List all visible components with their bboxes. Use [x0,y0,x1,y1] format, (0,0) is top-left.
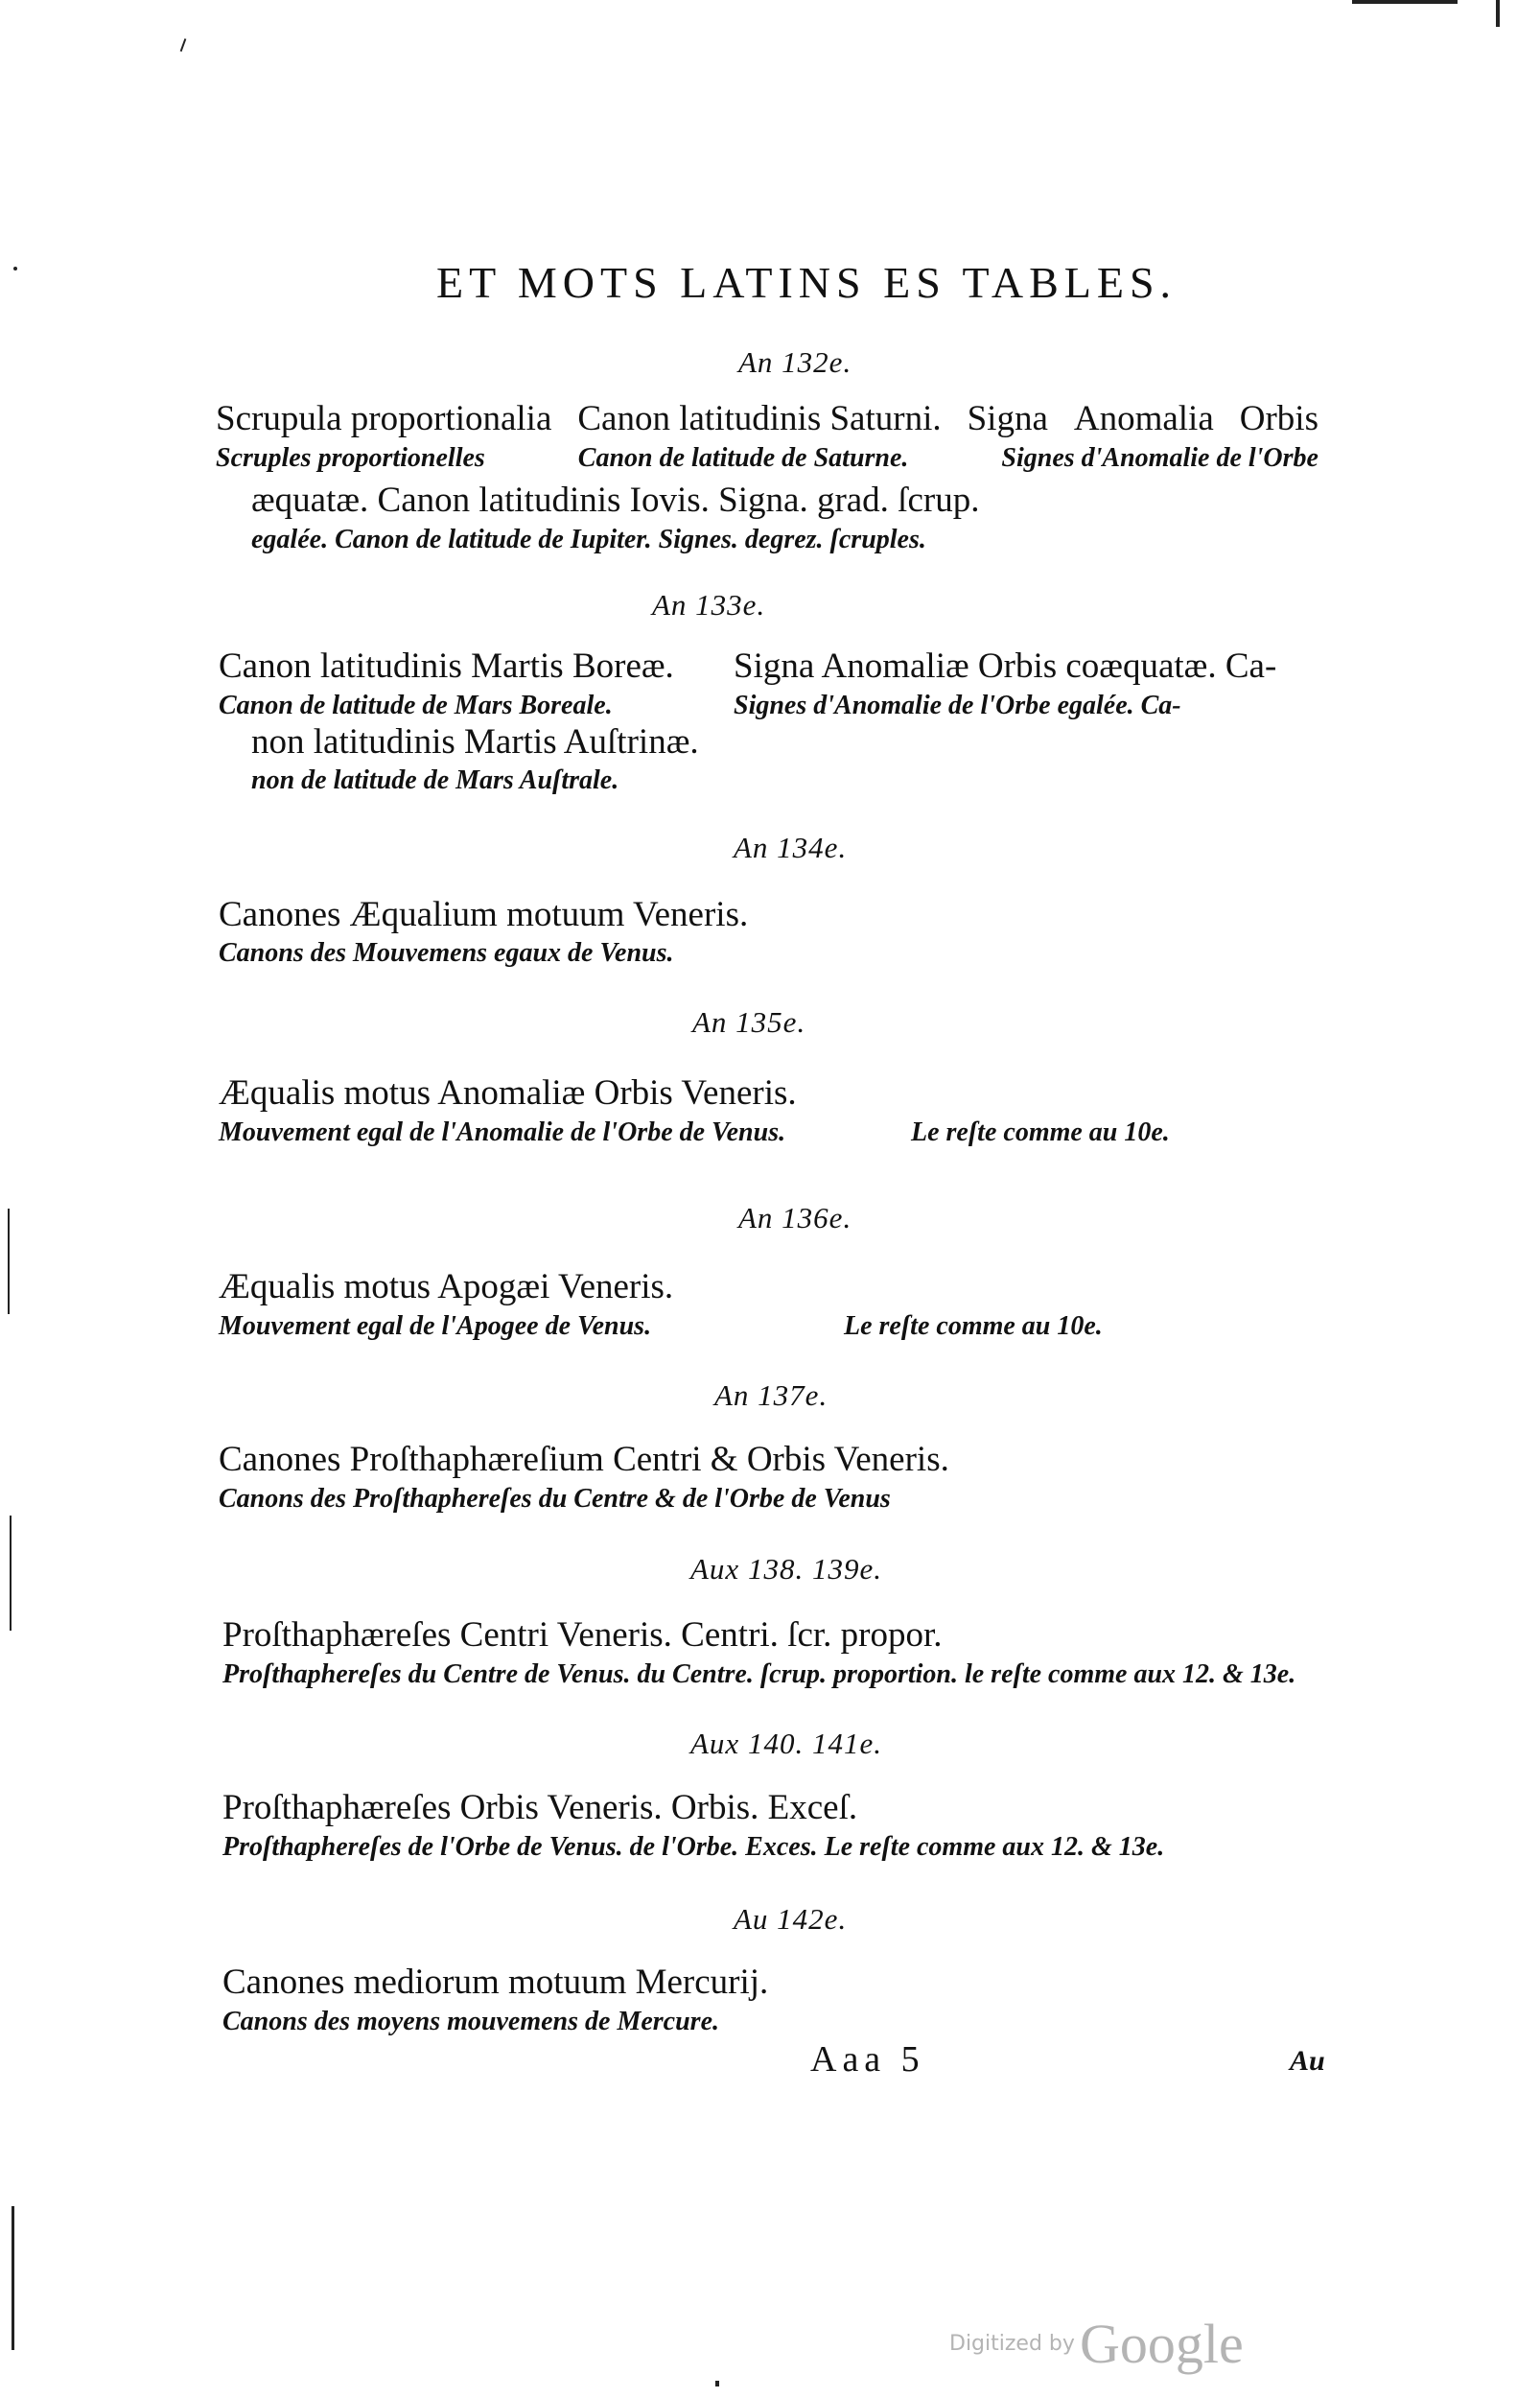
section-heading: An 132e. [738,345,852,379]
google-logo: Google [1080,2313,1244,2375]
section-heading: An 133e. [652,588,766,622]
french-line: Proſthaphereſes du Centre de Venus. du Centre. ſcrup. proportion. le reſte comme aux 12. & 13e. [222,1659,1296,1689]
scan-artifact [180,38,187,52]
french-line: Canons des Mouvemens egaux de Venus. [219,938,674,968]
scan-artifact [715,2381,719,2386]
latin-line: Canones mediorum motuum Mercurij. [222,1963,769,2002]
scan-artifact [1352,0,1458,4]
catchword: Au [1290,2045,1325,2077]
section-heading: An 135e. [692,1005,806,1039]
scan-artifact [8,1209,10,1314]
latin-term: Scrupula proportionalia [216,399,552,438]
see-note: Le reſte comme au 10e. [911,1117,1170,1147]
french-line: Canon de latitude de Mars Boreale. [219,691,613,720]
section-heading: Aux 138. 139e. [690,1552,882,1586]
french-term: Canon de latitude de Saturne. [577,443,909,473]
scan-artifact [10,1516,12,1631]
latin-term: Anomalia [1073,399,1214,438]
latin-line: Canon latitudinis Martis Boreæ. [219,647,674,686]
section-heading: An 136e. [738,1201,852,1234]
latin-term: Orbis [1239,399,1318,438]
french-line: Mouvement egal de l'Anomalie de l'Orbe de Venus. [219,1117,786,1147]
french-line: Proſthaphereſes de l'Orbe de Venus. de l'Orbe. Exces. Le reſte comme aux 12. & 13e. [222,1832,1165,1862]
french-line: Mouvement egal de l'Apogee de Venus. [219,1311,652,1341]
digitized-watermark [949,2312,1244,2376]
latin-line: Canones Proſthaphæreſium Centri & Orbis Veneris. [219,1440,949,1479]
latin-line [216,398,1318,439]
french-line: Canons des moyens mouvemens de Mercure. [222,2007,719,2036]
latin-line: Æqualis motus Apogæi Veneris. [219,1267,674,1306]
section-heading: An 137e. [714,1378,828,1412]
scan-artifact [1496,0,1500,27]
french-line: non de latitude de Mars Auſtrale. [251,765,619,795]
latin-term: Signa [967,399,1048,438]
latin-line: non latitudinis Martis Auſtrinæ. [251,722,699,762]
french-line [216,443,1318,474]
watermark-prefix: Digitized by [949,2332,1075,2356]
see-note: Le reſte comme au 10e. [844,1311,1103,1341]
french-line: egalée. Canon de latitude de Iupiter. Signes. degrez. ſcruples. [251,525,926,554]
section-heading: Aux 140. 141e. [690,1727,882,1760]
section-heading: An 134e. [734,831,848,864]
signature-mark: Aaa 5 [810,2039,925,2080]
latin-line: Canones Æqualium motuum Veneris. [219,895,749,934]
scan-artifact [12,2206,14,2350]
latin-line: Proſthaphæreſes Centri Veneris. Centri. ſcr. propor. [222,1615,943,1655]
french-term: Signes d'Anomalie de l'Orbe [1001,443,1318,473]
latin-line: Signa Anomaliæ Orbis coæquatæ. Ca- [734,647,1277,686]
french-line: Signes d'Anomalie de l'Orbe egalée. Ca- [734,691,1181,720]
latin-line: Proſthaphæreſes Orbis Veneris. Orbis. Exceſ. [222,1788,858,1827]
scan-artifact [13,267,17,270]
french-term: Scruples proportionelles [216,443,485,473]
latin-line: æquatæ. Canon latitudinis Iovis. Signa. grad. ſcrup. [251,481,980,520]
section-heading: Au 142e. [734,1902,848,1936]
latin-term: Canon latitudinis Saturni. [577,399,942,438]
french-line: Canons des Proſthaphereſes du Centre & de l'Orbe de Venus [219,1484,891,1514]
latin-line: Æqualis motus Anomaliæ Orbis Veneris. [219,1073,797,1113]
running-header: ET MOTS LATINS ES TABLES. [436,258,1178,307]
